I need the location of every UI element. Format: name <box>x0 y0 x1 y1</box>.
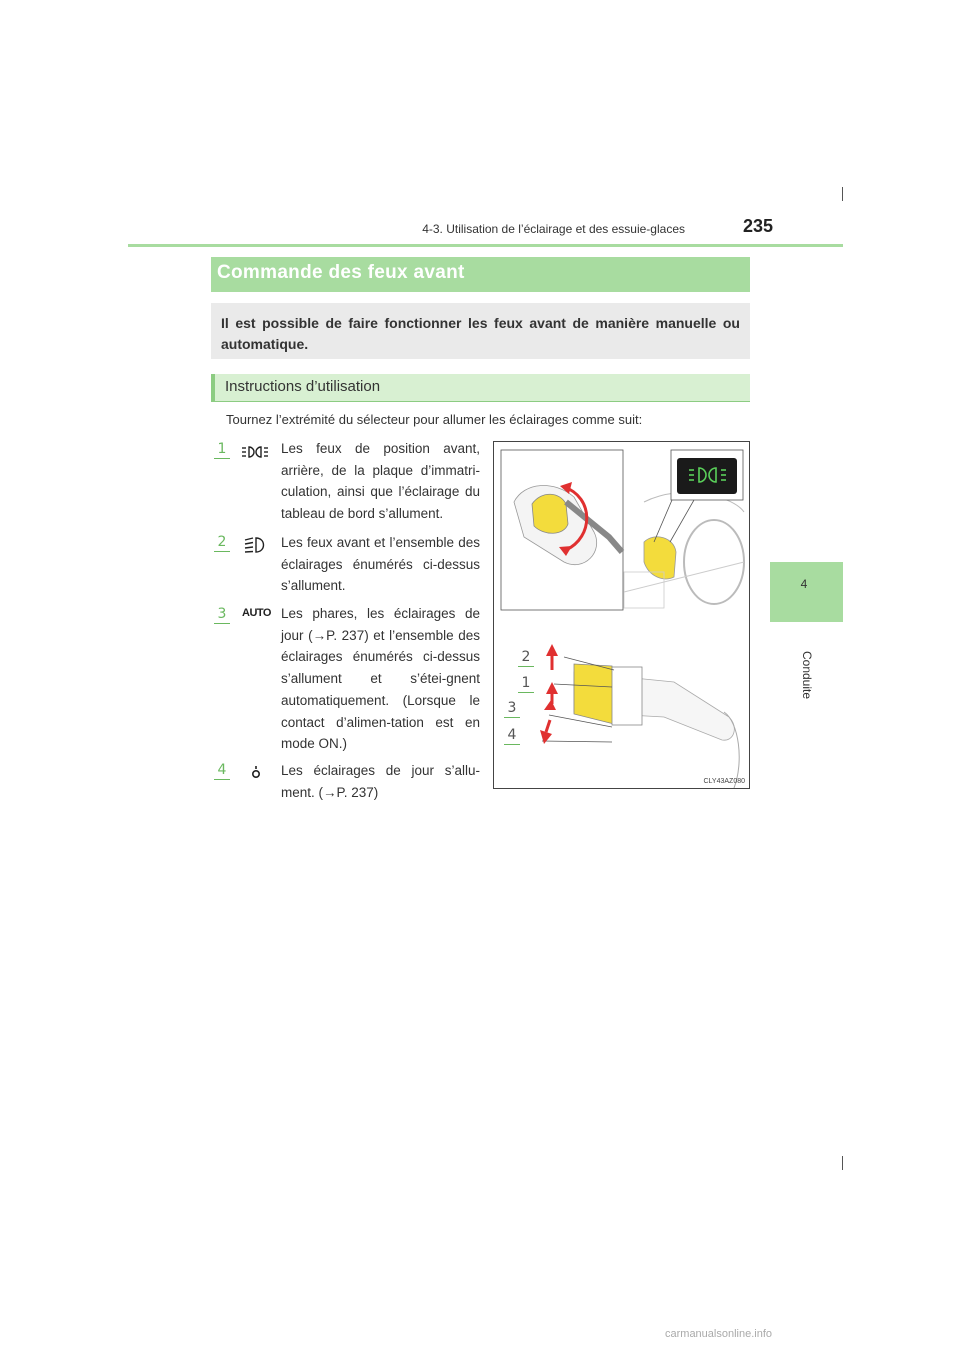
figure <box>493 441 750 789</box>
subsection-stripe <box>211 374 215 401</box>
chapter-number: 4 <box>800 577 808 591</box>
lead-paragraph: Tournez l’extrémité du sélecteur pour allumer les éclairages comme suit: <box>226 412 643 427</box>
parking-lights-icon <box>241 442 269 462</box>
item-number-3: 3 <box>214 606 230 623</box>
footer-watermark: carmanualsonline.info <box>665 1328 773 1340</box>
crop-mark-bottom <box>842 1156 843 1170</box>
item-number-2: 2 <box>214 534 230 551</box>
subsection-bar <box>211 374 750 401</box>
intro-text: Il est possible de faire fonctionner les feux avant de manière manuelle ou automatique. <box>221 315 740 352</box>
item-number-1: 1 <box>214 441 230 458</box>
item-number-4: 4 <box>214 762 230 779</box>
item-text-4: Les éclairages de jour s’allu-ment. (→P. 237) <box>281 763 480 800</box>
section-title: Commande des feux avant <box>217 262 465 283</box>
item-text-1: Les feux de position avant, arrière, de la plaque d’immatri-culation, ainsi que l’éclairage du tableau de bord s’allument. <box>281 441 480 522</box>
item-text-3: Les phares, les éclairages de jour (→P. 237) et l’ensemble des éclairages énumérés ci-dessus s’allument et s’étei-gnent automatiquement. (Lorsque le contact d’alimen-tation est en mode ON.) <box>281 606 480 752</box>
subsection-rule <box>211 401 750 402</box>
figure-callout-1: 1 <box>518 675 534 692</box>
figure-callout-2: 2 <box>518 649 534 666</box>
drl-off-icon <box>243 763 271 783</box>
figure-callout-4: 4 <box>504 727 520 744</box>
section-title-bar <box>211 257 750 292</box>
page-number: 235 <box>743 216 774 236</box>
chapter-tab <box>770 562 843 622</box>
figure-illustration <box>494 442 749 788</box>
subsection-title: Instructions d’utilisation <box>225 378 381 395</box>
intro-box <box>211 303 750 359</box>
chapter-label: Conduite <box>799 650 814 700</box>
figure-code: CLY43AZ080 <box>703 778 745 785</box>
headlight-icon <box>241 535 269 555</box>
figure-callout-3: 3 <box>504 700 520 717</box>
header-rule <box>128 244 843 247</box>
auto-icon: AUTO <box>242 607 271 619</box>
item-text-2: Les feux avant et l’ensemble des éclairages énumérés ci-dessus s’allument. <box>281 535 480 594</box>
section-header: 4-3. Utilisation de l’éclairage et des essuie-glaces <box>422 222 685 236</box>
crop-mark-top <box>842 187 843 201</box>
